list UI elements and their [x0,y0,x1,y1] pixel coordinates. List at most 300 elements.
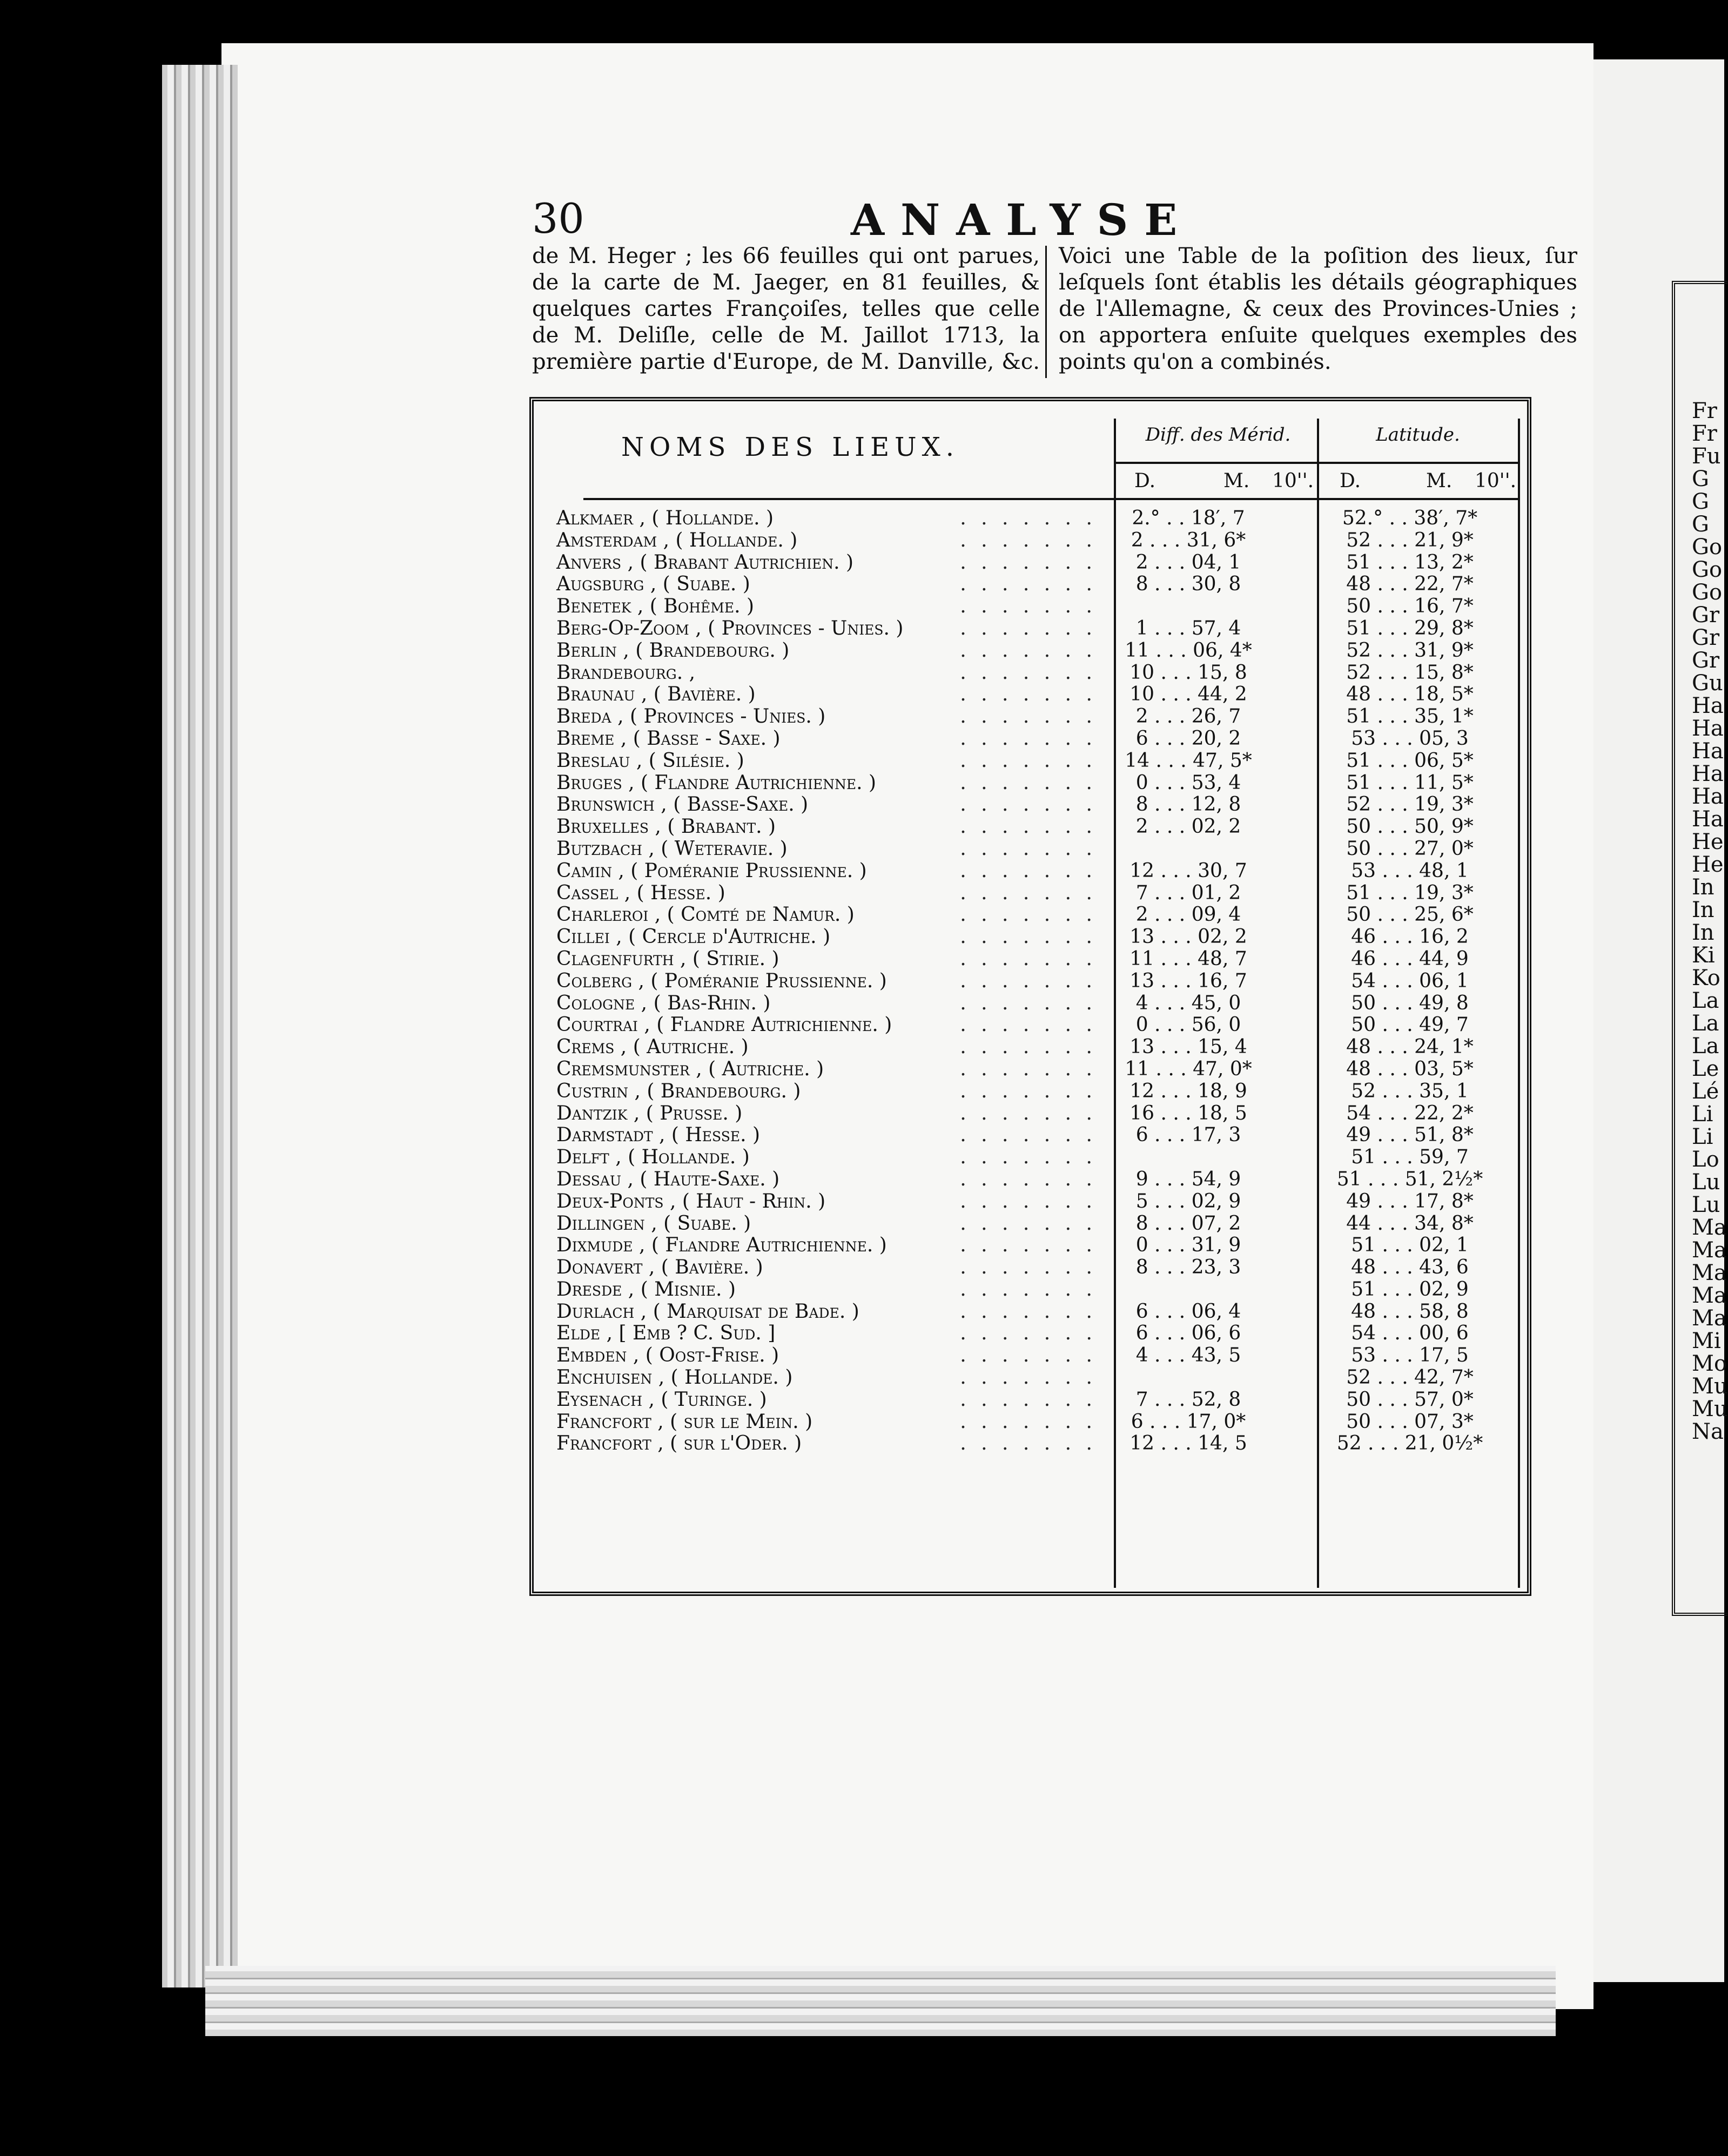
latitude-cell: 50 . . . 27, 0* [1346,837,1474,860]
latitude-cell: 51 . . . 59, 7 [1351,1146,1469,1169]
place-name: Cillei [556,926,610,948]
place-region: ( Brandebourg. ) [647,1080,801,1102]
table-row [556,1147,1507,1169]
place-region: ( Heſſe. ) [671,1124,761,1147]
facing-page-name: Lu [1692,1170,1720,1195]
place-cell: Alkmaer , ( Hollande. ) [556,507,774,529]
subheader-degrees: D. [1340,470,1361,492]
latitude-cell: 52.° . . 38′, 7* [1342,507,1478,529]
latitude-cell: 53 . . . 17, 5 [1351,1344,1469,1367]
place-region: ( Poméranie Pruſſienne. ) [630,859,867,882]
place-name: Bruxelles [556,816,649,838]
place-region: ( Suabe. ) [663,1212,751,1235]
leader-dots: . . . . . . . [960,881,1097,904]
place-cell: Berlin , ( Brandebourg. ) [556,639,790,662]
meridian-cell: 13 . . . 15, 4 [1129,1036,1247,1059]
place-region: ( Cercle d'Autriche. ) [628,926,831,948]
leader-dots: . . . . . . . [960,1322,1097,1345]
leader-dots: . . . . . . . [960,683,1097,706]
place-cell: Breda , ( Provinces - Unies. ) [556,705,826,728]
place-name: Benetek [556,595,631,618]
leader-dots: . . . . . . . [960,771,1097,794]
facing-page-name: Mu [1692,1374,1728,1399]
leader-dots: . . . . . . . [960,551,1097,574]
meridian-cell: 2 . . . 31, 6* [1131,529,1246,551]
meridian-cell: 6 . . . 20, 2 [1135,727,1241,750]
facing-page-name: Ko [1692,966,1720,991]
meridian-cell: 16 . . . 18, 5 [1129,1102,1247,1124]
meridian-cell: 6 . . . 06, 6 [1135,1322,1241,1345]
latitude-cell: 52 . . . 35, 1 [1351,1080,1469,1102]
latitude-cell: 50 . . . 07, 3* [1346,1410,1474,1433]
leader-dots: . . . . . . . [960,1014,1097,1036]
place-name: Augsburg [556,573,644,596]
facing-page-name: Ha [1692,716,1724,741]
table-row [556,1191,1507,1213]
facing-page-name: Lu [1692,1192,1720,1217]
facing-page-name: Gr [1692,625,1720,650]
facing-page-name: Ha [1692,807,1724,832]
facing-page-name: Ma [1692,1283,1727,1308]
latitude-cell: 52 . . . 42, 7* [1346,1366,1474,1389]
facing-page-name: Ma [1692,1306,1727,1331]
leader-dots: . . . . . . . [960,661,1097,684]
latitude-cell: 49 . . . 51, 8* [1346,1124,1474,1147]
place-region: ( Provinces - Unies. ) [629,705,826,728]
facing-page-name: Ki [1692,943,1715,968]
place-cell: Darmstadt , ( Heſſe. ) [556,1124,761,1147]
facing-page-name: Gr [1692,603,1720,628]
facing-page-name: Go [1692,535,1723,560]
latitude-cell: 52 . . . 19, 3* [1346,793,1474,816]
facing-page-name: Ha [1692,739,1724,764]
facing-page-name: Li [1692,1102,1713,1127]
latitude-cell: 54 . . . 06, 1 [1351,969,1469,992]
place-cell: Enchuisen , ( Hollande. ) [556,1366,793,1389]
meridian-cell: 12 . . . 14, 5 [1129,1432,1247,1455]
place-name: Eysenach [556,1388,643,1411]
paragraph-right: Voici une Table de la poſition des lieux, ſur leſquels ſont établis les détails géographiques de l'Allemagne, & ceux des Provinces-Unies ; on apportera enſuite quelques exemples des points qu'on a combinés. [1059,244,1577,374]
facing-page-name: Fr [1692,399,1717,423]
meridian-cell: 2 . . . 02, 2 [1135,816,1241,838]
facing-page-name: He [1692,852,1724,877]
table-row [556,1389,1507,1411]
latitude-cell: 52 . . . 15, 8* [1346,661,1474,684]
table-row [556,640,1507,662]
leader-dots: . . . . . . . [960,1410,1097,1433]
meridian-cell: 14 . . . 47, 5* [1125,749,1252,772]
place-region: [ Emb ? C. Sud. ] [618,1322,776,1345]
meridian-cell: 9 . . . 54, 9 [1135,1168,1241,1190]
column-divider [1045,246,1047,378]
text-column-right [1059,243,1577,375]
place-name: Durlach [556,1300,635,1323]
place-name: Brandebourg. [556,661,683,684]
place-region: ( Flandre Autrichienne. ) [651,1234,887,1257]
place-cell: Berg-Op-Zoom , ( Provinces - Unies. ) [556,617,904,639]
meridian-cell: 8 . . . 12, 8 [1135,793,1241,816]
table-row [556,1411,1507,1433]
meridian-cell: 5 . . . 02, 9 [1135,1190,1241,1212]
leader-dots: . . . . . . . [960,1278,1097,1301]
latitude-cell: 51 . . . 02, 9 [1351,1278,1469,1301]
latitude-cell: 54 . . . 22, 2* [1346,1102,1474,1124]
table-row [556,684,1507,706]
place-name: Anvers [556,551,622,574]
place-cell: Embden , ( Ooſt-Friſe. ) [556,1344,779,1367]
place-name: Dillingen [556,1212,645,1235]
place-region: ( Miſnie. ) [640,1278,736,1301]
table-row [556,926,1507,948]
place-region: ( Flandre Autrichienne. ) [641,771,877,794]
facing-page-name: In [1692,920,1714,945]
latitude-cell: 51 . . . 51, 2½* [1336,1168,1483,1190]
meridian-cell: 0 . . . 31, 9 [1135,1234,1241,1257]
place-cell: Dessau , ( Haute-Saxe. ) [556,1168,780,1190]
latitude-cell: 53 . . . 05, 3 [1351,727,1469,750]
leader-dots: . . . . . . . [960,595,1097,618]
place-name: Francfort [556,1432,651,1455]
place-cell: Francfort , ( ſur l'Oder. ) [556,1432,802,1455]
place-region: ( Ooſt-Friſe. ) [645,1344,779,1367]
meridian-cell: 12 . . . 18, 9 [1129,1080,1247,1102]
place-name: Braunau [556,683,635,706]
latitude-cell: 51 . . . 02, 1 [1351,1234,1469,1257]
table-body [556,508,1507,1455]
meridian-cell: 8 . . . 30, 8 [1135,573,1241,596]
leader-dots: . . . . . . . [960,573,1097,596]
table-row [556,1103,1507,1125]
place-name: Dixmude [556,1234,633,1257]
leader-dots: . . . . . . . [960,1432,1097,1455]
place-name: Dessau [556,1168,622,1190]
place-cell: Brandebourg. , [556,661,696,684]
place-name: Dresde [556,1278,622,1301]
latitude-cell: 50 . . . 57, 0* [1346,1388,1474,1411]
table-row [556,662,1507,684]
table-row [556,1323,1507,1345]
leader-dots: . . . . . . . [960,617,1097,639]
facing-page-name: Ma [1692,1261,1727,1285]
facing-page-name: Go [1692,580,1723,605]
leader-dots: . . . . . . . [960,1080,1097,1102]
latitude-cell: 50 . . . 25, 6* [1346,904,1474,926]
place-region: ( Weteravie. ) [661,837,788,860]
latitude-cell: 51 . . . 13, 2* [1346,551,1474,574]
place-region: ( Brabant Autrichien. ) [640,551,854,574]
place-region: ( Provinces - Unies. ) [708,617,904,639]
place-region: ( Bavière. ) [653,683,756,706]
latitude-cell: 54 . . . 00, 6 [1351,1322,1469,1345]
meridian-cell: 0 . . . 53, 4 [1135,771,1241,794]
facing-page-name: Mu [1692,1397,1728,1421]
table-row [556,1124,1507,1147]
meridian-cell: 2.° . . 18′, 7 [1132,507,1245,529]
meridian-cell: 6 . . . 17, 0* [1131,1410,1246,1433]
meridian-cell: 12 . . . 30, 7 [1129,859,1247,882]
place-region: ( Haut - Rhin. ) [682,1190,826,1212]
meridian-cell: 0 . . . 56, 0 [1135,1014,1241,1036]
subheader-degrees: D. [1134,470,1156,492]
leader-dots: . . . . . . . [960,1146,1097,1169]
leader-dots: . . . . . . . [960,1102,1097,1124]
table-row [556,971,1507,993]
place-region: ( ſur le Mein. ) [670,1410,813,1433]
latitude-cell: 50 . . . 49, 7 [1351,1014,1469,1036]
place-name: Breme [556,727,615,750]
place-region: ( Brabant. ) [667,816,776,838]
subheader-tens: 10''. [1272,470,1314,492]
column-header-latitude: Latitude. [1376,424,1460,446]
meridian-cell: 2 . . . 09, 4 [1135,904,1241,926]
header-rule [583,498,1520,500]
place-name: Brunswich [556,793,655,816]
subheader-minutes: M. [1223,470,1250,492]
place-region: ( Heſſe. ) [636,881,725,904]
place-name: Camin [556,859,612,882]
running-head [532,194,1261,248]
facing-page-name: G [1692,512,1709,537]
table-row [556,596,1507,618]
leader-dots: . . . . . . . [960,507,1097,529]
table-row [556,1169,1507,1191]
page-number: 30 [532,194,584,242]
place-cell: Dillingen , ( Suabe. ) [556,1212,751,1235]
meridian-cell: 4 . . . 43, 5 [1135,1344,1241,1367]
place-cell: Colberg , ( Poméranie Pruſſienne. ) [556,969,887,992]
table-row [556,816,1507,838]
place-region: ( Haute-Saxe. ) [640,1168,780,1190]
meridian-cell: 8 . . . 23, 3 [1135,1256,1241,1279]
place-cell: Bruges , ( Flandre Autrichienne. ) [556,771,877,794]
leader-dots: . . . . . . . [960,705,1097,728]
leader-dots: . . . . . . . [960,1388,1097,1411]
place-cell: Brunswich , ( Baſſe-Saxe. ) [556,793,809,816]
table-row [556,1279,1507,1301]
table-row [556,728,1507,750]
place-name: Embden [556,1344,627,1367]
latitude-cell: 50 . . . 16, 7* [1346,595,1474,618]
text-column-left [532,243,1040,375]
latitude-cell: 46 . . . 44, 9 [1351,947,1469,970]
table-row [556,860,1507,882]
leader-dots: . . . . . . . [960,1256,1097,1279]
leader-dots: . . . . . . . [960,1036,1097,1059]
facing-page-names [1692,399,1728,1444]
place-region: ( ſur l'Oder. ) [670,1432,802,1455]
leader-dots: . . . . . . . [960,1344,1097,1367]
place-cell: Elde , [ Emb ? C. Sud. ] [556,1322,776,1345]
place-cell: Breme , ( Baſſe - Saxe. ) [556,727,781,750]
latitude-cell: 51 . . . 35, 1* [1346,705,1474,728]
facing-page-name: Lé [1692,1079,1719,1104]
place-cell: Cologne , ( Bas-Rhin. ) [556,992,771,1014]
place-name: Crems [556,1036,615,1059]
place-name: Breda [556,705,611,728]
meridian-cell: 7 . . . 52, 8 [1135,1388,1241,1411]
facing-page-name: Fu [1692,444,1721,469]
place-region: ( Bas-Rhin. ) [653,992,771,1014]
place-cell: Cassel , ( Heſſe. ) [556,881,725,904]
leader-dots: . . . . . . . [960,1234,1097,1257]
latitude-cell: 52 . . . 21, 9* [1346,529,1474,551]
table-row [556,1036,1507,1059]
facing-page-name: Ma [1692,1215,1727,1240]
place-region: ( Marquiſat de Bade. ) [653,1300,859,1323]
meridian-cell: 4 . . . 45, 0 [1135,992,1241,1014]
place-name: Breslau [556,749,630,772]
facing-page-name: Le [1692,1056,1719,1081]
table-row [556,1059,1507,1081]
place-name: Cologne [556,992,635,1014]
leader-dots: . . . . . . . [960,1300,1097,1323]
latitude-cell: 51 . . . 06, 5* [1346,749,1474,772]
facing-page-name: He [1692,830,1724,854]
leader-dots: . . . . . . . [960,1124,1097,1147]
place-cell: Cillei , ( Cercle d'Autriche. ) [556,926,831,948]
table-row [556,508,1507,530]
place-region: ( Bohême. ) [649,595,755,618]
place-cell: Bruxelles , ( Brabant. ) [556,816,776,838]
leader-dots: . . . . . . . [960,816,1097,838]
latitude-cell: 50 . . . 50, 9* [1346,816,1474,838]
leader-dots: . . . . . . . [960,947,1097,970]
facing-page-name: G [1692,467,1709,491]
facing-page-name: Ma [1692,1238,1727,1263]
place-region: ( Baſſe - Saxe. ) [633,727,781,750]
facing-page-name: Mi [1692,1329,1721,1353]
facing-page-name: In [1692,875,1714,900]
meridian-cell: 11 . . . 48, 7 [1129,947,1247,970]
paragraph-left: de M. Heger ; les 66 feuilles qui ont parues, de la carte de M. Jaeger, en 81 feuilles, & quelques cartes Françoiſes, telles que celle de M. Deliſle, celle de M. Jaillot 1713, la première partie d'Europe, de M. Danville, &c. [532,244,1040,374]
place-region: ( Autriche. ) [633,1036,749,1059]
table-row [556,1301,1507,1323]
place-name: Berlin [556,639,617,662]
subheader-tens: 10''. [1475,470,1517,492]
place-region: ( Hollande. ) [651,507,774,529]
place-name: Charleroi [556,904,649,926]
latitude-cell: 48 . . . 18, 5* [1346,683,1474,706]
latitude-cell: 51 . . . 19, 3* [1346,881,1474,904]
meridian-cell: 10 . . . 44, 2 [1129,683,1247,706]
leader-dots: . . . . . . . [960,749,1097,772]
place-region: ( Hollande. ) [628,1146,750,1169]
meridian-cell: 7 . . . 01, 2 [1135,881,1241,904]
place-cell: Deux-Ponts , ( Haut - Rhin. ) [556,1190,826,1212]
facing-page-name: Gu [1692,671,1723,696]
latitude-cell: 48 . . . 03, 5* [1346,1057,1474,1080]
column-rule-end [1518,419,1520,1588]
facing-page-name: Go [1692,557,1723,582]
place-name: Dantzik [556,1102,628,1124]
table-row [556,794,1507,816]
place-region: ( Comté de Namur. ) [667,904,855,926]
latitude-cell: 51 . . . 29, 8* [1346,617,1474,639]
table-row [556,882,1507,905]
place-name: Donavert [556,1256,643,1279]
facing-page-name: La [1692,1011,1719,1036]
facing-page-name: Li [1692,1124,1713,1149]
table-row [556,1433,1507,1455]
place-name: Courtrai [556,1014,638,1036]
table-row [556,904,1507,926]
meridian-cell: 6 . . . 06, 4 [1135,1300,1241,1323]
place-cell: Butzbach , ( Weteravie. ) [556,837,788,860]
place-region: ( Autriche. ) [708,1057,824,1080]
latitude-cell: 48 . . . 43, 6 [1351,1256,1469,1279]
place-name: Francfort [556,1410,651,1433]
table-row [556,1235,1507,1257]
latitude-cell: 46 . . . 16, 2 [1351,926,1469,948]
page-edge-left [162,65,238,1987]
place-cell: Dresde , ( Miſnie. ) [556,1278,736,1301]
meridian-cell: 1 . . . 57, 4 [1135,617,1241,639]
place-name: Elde [556,1322,601,1345]
place-region: ( Turinge. ) [661,1388,767,1411]
place-cell: Crems , ( Autriche. ) [556,1036,749,1059]
place-cell: Clagenfurth , ( Stirie. ) [556,947,779,970]
page-edge-bottom [205,1966,1556,2036]
place-name: Butzbach [556,837,642,860]
meridian-cell: 8 . . . 07, 2 [1135,1212,1241,1235]
latitude-cell: 48 . . . 24, 1* [1346,1036,1474,1059]
latitude-cell: 51 . . . 11, 5* [1346,771,1474,794]
leader-dots: . . . . . . . [960,837,1097,860]
place-region: ( Suabe. ) [662,573,750,596]
facing-page-name: G [1692,489,1709,514]
meridian-cell: 11 . . . 47, 0* [1125,1057,1252,1080]
place-cell: Anvers , ( Brabant Autrichien. ) [556,551,854,574]
place-name: Delft [556,1146,609,1169]
place-name: Deux-Ponts [556,1190,664,1212]
facing-page-name: Gr [1692,648,1720,673]
meridian-cell: 2 . . . 26, 7 [1135,705,1241,728]
place-name: Enchuisen [556,1366,653,1389]
place-region: ( Bavière. ) [661,1256,763,1279]
table-row [556,838,1507,860]
table-row [556,1213,1507,1235]
meridian-cell: 13 . . . 02, 2 [1129,926,1247,948]
table-row [556,993,1507,1015]
leader-dots: . . . . . . . [960,639,1097,662]
place-cell: Dantzik , ( Pruſſe. ) [556,1102,743,1124]
meridian-cell: 11 . . . 06, 4* [1125,639,1252,662]
place-name: Clagenfurth [556,947,674,970]
place-cell: Breslau , ( Siléſie. ) [556,749,744,772]
facing-page-name: Mo [1692,1351,1727,1376]
place-name: Amsterdam [556,529,657,551]
place-region: ( Baſſe-Saxe. ) [673,793,809,816]
leader-dots: . . . . . . . [960,859,1097,882]
leader-dots: . . . . . . . [960,904,1097,926]
place-region: ( Hollande. ) [670,1366,793,1389]
place-cell: Camin , ( Poméranie Pruſſienne. ) [556,859,867,882]
table-row [556,530,1507,552]
table-row [556,552,1507,574]
meridian-cell: 10 . . . 15, 8 [1129,661,1247,684]
leader-dots: . . . . . . . [960,1212,1097,1235]
latitude-cell: 52 . . . 31, 9* [1346,639,1474,662]
place-name: Custrin [556,1080,628,1102]
place-cell: Charleroi , ( Comté de Namur. ) [556,904,855,926]
meridian-cell: 2 . . . 04, 1 [1135,551,1241,574]
place-name: Darmstadt [556,1124,653,1147]
facing-page-name: Lo [1692,1147,1719,1172]
leader-dots: . . . . . . . [960,793,1097,816]
place-name: Berg-Op-Zoom [556,617,689,639]
place-cell: Cremsmunster , ( Autriche. ) [556,1057,824,1080]
leader-dots: . . . . . . . [960,969,1097,992]
